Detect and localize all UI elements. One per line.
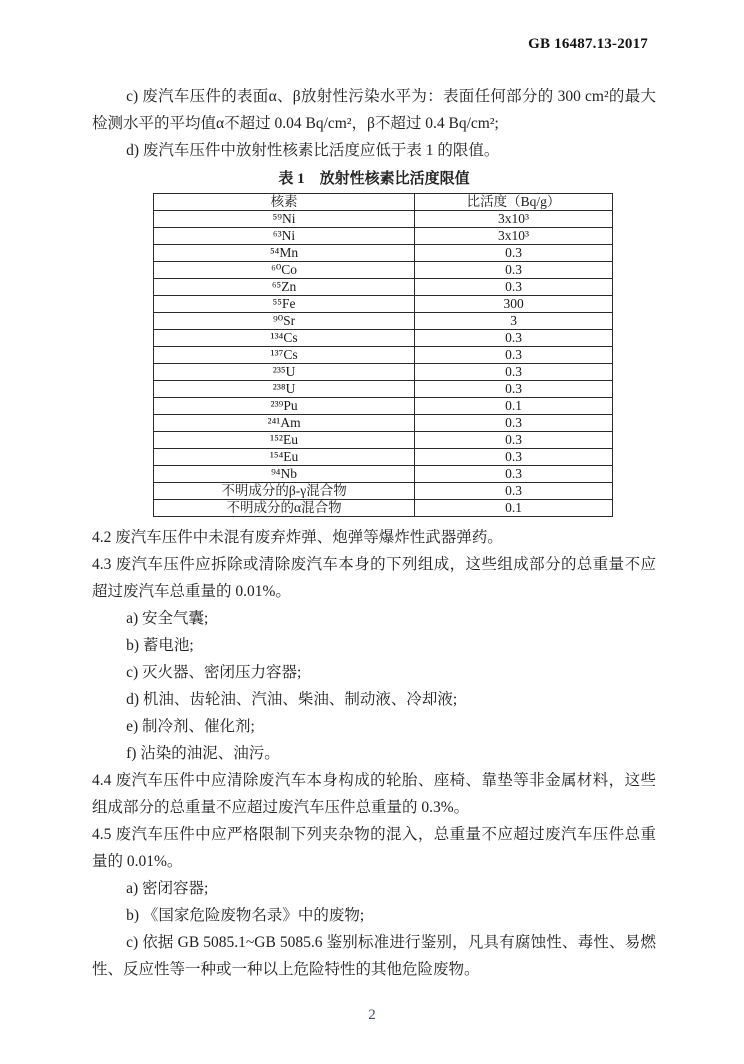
activity-limit-cell: 0.1 [415,500,613,517]
activity-limit-cell: 0.3 [415,466,613,483]
table-body [154,211,613,517]
activity-limit-cell: 0.3 [415,449,613,466]
clause-4-2: 4.2 废汽车压件中未混有废弃炸弹、炮弹等爆炸性武器弹药。 [92,529,503,546]
nuclide-cell: ¹⁵²Eu [154,432,415,449]
activity-limit-cell: 0.3 [415,279,613,296]
nuclide-cell: 不明成分的β-γ混合物 [154,483,415,500]
item-c-paragraph: c) 废汽车压件的表面α、β放射性污染水平为：表面任何部分的 300 cm²的最大检测水平的平均值α不超过 0.04 Bq/cm²，β不超过 0.4 Bq/cm²; [92,88,656,132]
nuclide-cell: ⁵⁵Fe [154,296,415,313]
table-row [154,228,613,245]
activity-limit-cell: 0.1 [415,398,613,415]
table-head [154,194,613,211]
activity-limit-cell: 0.3 [415,364,613,381]
table-row [154,211,613,228]
clause-4-5-item-a: a) 密闭容器; [126,880,209,897]
standard-number: GB 16487.13-2017 [528,36,648,52]
item-d-paragraph: d) 废汽车压件中放射性核素比活度应低于表 1 的限值。 [126,142,500,159]
nuclide-cell: ¹³⁷Cs [154,347,415,364]
activity-limit-cell: 0.3 [415,432,613,449]
table-row [154,466,613,483]
clause-4-3-item-c: c) 灭火器、密闭压力容器; [126,664,302,681]
nuclide-cell: ⁵⁴Mn [154,245,415,262]
nuclide-cell: ⁶⁵Zn [154,279,415,296]
activity-limit-cell: 3 [415,313,613,330]
table-row [154,262,613,279]
activity-limit-cell: 300 [415,296,613,313]
activity-limit-cell: 0.3 [415,330,613,347]
clause-4-5-item-c: c) 依据 GB 5085.1~GB 5085.6 鉴别标准进行鉴别，凡具有腐蚀性、毒性、易燃性、反应性等一种或一种以上危险特性的其他危险废物。 [92,934,656,978]
clause-4-3-item-b: b) 蓄电池; [126,637,194,654]
column-header-nuclide: 核素 [154,194,415,211]
activity-limit-cell: 0.3 [415,483,613,500]
table-row [154,483,613,500]
clause-4-3-item-a: a) 安全气囊; [126,610,209,627]
nuclide-cell: ⁶⁰Co [154,262,415,279]
activity-limit-cell: 0.3 [415,245,613,262]
table-row [154,296,613,313]
document-body [92,83,656,983]
table-row [154,347,613,364]
page-number: 2 [368,1007,376,1023]
table-row [154,398,613,415]
clause-4-3-item-d: d) 机油、齿轮油、汽油、柴油、制动液、冷却液; [126,691,458,708]
activity-limit-cell: 0.3 [415,347,613,364]
table-header-row [154,194,613,211]
nuclide-activity-limits-table [153,193,613,517]
table-row [154,432,613,449]
activity-limit-cell: 3x10³ [415,228,613,245]
table-row [154,364,613,381]
nuclide-cell: ⁵⁹Ni [154,211,415,228]
nuclide-cell: ⁶³Ni [154,228,415,245]
nuclide-cell: ²³⁵U [154,364,415,381]
nuclide-cell: ⁹⁴Nb [154,466,415,483]
nuclide-cell: ²³⁹Pu [154,398,415,415]
activity-limit-cell: 0.3 [415,381,613,398]
table-1-title: 表 1 放射性核素比活度限值 [278,171,470,187]
nuclide-cell: ¹⁵⁴Eu [154,449,415,466]
table-row [154,500,613,517]
table-row [154,279,613,296]
clause-4-5-item-b: b) 《国家危险废物名录》中的废物; [126,907,365,924]
activity-limit-cell: 3x10³ [415,211,613,228]
activity-limit-cell: 0.3 [415,415,613,432]
table-row [154,381,613,398]
clause-4-3: 4.3 废汽车压件应拆除或清除废汽车本身的下列组成，这些组成部分的总重量不应超过废汽车总重量的 0.01%。 [92,556,656,600]
table-row [154,415,613,432]
table-row [154,449,613,466]
nuclide-cell: ⁹⁰Sr [154,313,415,330]
nuclide-cell: ¹³⁴Cs [154,330,415,347]
activity-limit-cell: 0.3 [415,262,613,279]
table-row [154,313,613,330]
table-row [154,330,613,347]
clause-4-3-item-f: f) 沾染的油泥、油污。 [126,745,280,762]
column-header-specific-activity: 比活度（Bq/g） [415,194,613,211]
clause-4-4: 4.4 废汽车压件中应清除废汽车本身构成的轮胎、座椅、靠垫等非金属材料，这些组成部分的总重量不应超过废汽车压件总重量的 0.3%。 [92,772,656,816]
clause-4-3-item-e: e) 制冷剂、催化剂; [126,718,255,735]
table-row [154,245,613,262]
nuclide-cell: ²⁴¹Am [154,415,415,432]
nuclide-cell: ²³⁸U [154,381,415,398]
nuclide-cell: 不明成分的α混合物 [154,500,415,517]
clause-4-5: 4.5 废汽车压件中应严格限制下列夹杂物的混入，总重量不应超过废汽车压件总重量的 0.01%。 [92,826,656,870]
